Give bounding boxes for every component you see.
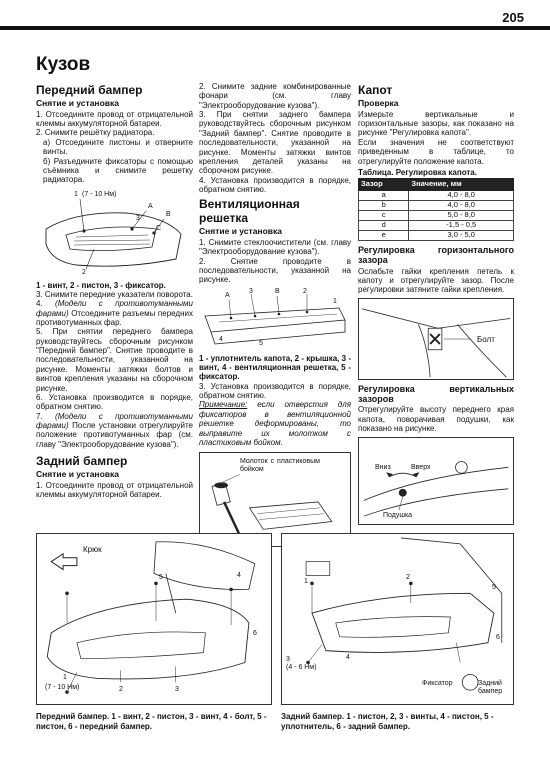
down-label: Вниз: [375, 463, 391, 471]
fig-label-b: B: [166, 210, 171, 218]
vent-label-3: 3: [249, 287, 253, 295]
hood-title: Капот: [358, 83, 393, 97]
grille-fig-caption: 1 - винт, 2 - пистон, 3 - фиксатор.: [36, 280, 166, 290]
table-cell: 5,0 - 8,0: [409, 211, 514, 221]
front-bumper-title: Передний бампер: [36, 83, 143, 97]
front-step-3: 3. Снимите передние указатели поворота.: [36, 289, 193, 299]
rear-step-1: 1. Отсоедините провод от отрицательной клеммы аккумуляторной батареи.: [36, 480, 193, 500]
table-header-gap: Зазор: [359, 179, 409, 191]
fig-label-3: 3: [136, 214, 140, 222]
hood-text-1: Измерьте вертикальные и горизонтальные зазоры, как показано на рисунке "Регулировка капота".: [358, 109, 514, 138]
fig-label-a: A: [148, 202, 153, 210]
hood-table-title: Таблица. Регулировка капота.: [358, 167, 477, 177]
fig-torque: (7 - 10 Нм): [82, 190, 117, 198]
fig-label-c: C: [156, 224, 162, 232]
front-step-1: 1. Отсоедините провод от отрицательной клеммы аккумуляторной батареи.: [36, 109, 193, 129]
horiz-gap-text: Ослабьте гайки крепления петель к капоту и отрегулируйте зазор. После регулировки затяните гайки крепления.: [358, 266, 514, 295]
front-sub-b: б) Разъедините фиксаторы с помощью съёмника и снимите решетку радиатора.: [43, 156, 193, 185]
fig-label-2: 2: [82, 268, 86, 276]
table-row: [359, 221, 514, 231]
rear-num-2: 2: [406, 574, 410, 581]
pad-figure: [358, 437, 514, 525]
front-num-2: 2: [119, 686, 123, 693]
vent-label-2: 2: [303, 287, 307, 295]
vent-label-a: A: [225, 291, 230, 299]
table-header-value: Значение, мм: [409, 179, 514, 191]
table-row: [359, 201, 514, 211]
front-bumper-assembly-figure: [36, 533, 272, 705]
front-num-5: 5: [159, 574, 163, 581]
front-sub-a: а) Отсоедините пистоны и отверните винты.: [43, 137, 193, 157]
front-bumper-assembly-caption: Передний бампер. 1 - винт, 2 - пистон, 3 - винт, 4 - болт, 5 - пистон, 6 - передний бампер.: [36, 712, 267, 731]
grille-step-2: 2. Снятие проводите в последовательности, указанной на рисунке.: [199, 256, 351, 285]
front-num-1: 1: [63, 674, 67, 681]
front-step-2: 2. Снимите решётку радиатора.: [36, 128, 155, 138]
rear-num-4: 4: [346, 654, 350, 661]
vert-gap-title: Регулировка вертикальных зазоров: [358, 383, 514, 405]
rear-bumper-assembly-caption: Задний бампер. 1 - пистон, 2, 3 - винты, 4 - пистон, 5 - уплотнитель, 6 - задний бампер.: [281, 712, 494, 731]
table-cell: 3,0 - 5,0: [409, 231, 514, 241]
vent-label-1: 1: [333, 297, 337, 305]
rear-torque: (4 - 6 Нм): [286, 664, 317, 671]
vent-label-5: 5: [259, 339, 263, 347]
left-column: [36, 82, 193, 500]
vert-gap-text: Отрегулируйте высоту переднего края капота, поворачивая подушки, как показано на рисунке.: [358, 405, 514, 434]
front-step-7-italic: (Модели с противотуманными фарами): [36, 411, 193, 430]
grille-note: [199, 400, 351, 447]
front-num-6: 6: [253, 630, 257, 637]
rear-bumper-subtitle: Снятие и установка: [36, 468, 119, 479]
table-cell: c: [359, 211, 409, 221]
horiz-gap-title: Регулировка горизонтального зазора: [358, 245, 514, 266]
fixator-label: Фиксатор: [422, 680, 453, 687]
table-row: [359, 211, 514, 221]
table-cell: e: [359, 231, 409, 241]
fig-label-1: 1: [74, 190, 78, 198]
up-label: Вверх: [411, 463, 431, 471]
front-step-7-rest: После установки отрегулируйте положение противотуманных фар (см. главу "Электрооборудование кузова").: [36, 421, 193, 449]
table-cell: 4,0 - 8,0: [409, 201, 514, 211]
front-step-4: 4. (Модели с противотуманными фарами) Отсоедините разъемы передних противотуманных фар.: [36, 299, 193, 328]
vent-fig-caption: 1 - уплотнитель капота, 2 - крышка, 3 - винт, 4 - вентиляционная решетка, 5 - фиксатор.: [199, 353, 351, 382]
radiator-grille-figure: [36, 189, 193, 279]
grille-title: Вентиляционная решетка: [199, 197, 300, 226]
front-torque: (7 - 10 Нм): [45, 684, 80, 691]
hook-label: Крюк: [83, 545, 102, 554]
table-cell: -1,5 - 0,5: [409, 221, 514, 231]
table-row: [359, 231, 514, 241]
rear-num-1: 1: [304, 578, 308, 585]
rear-num-5: 5: [492, 584, 496, 591]
grille-step-3: 3. Установка производится в порядке, обратном снятию.: [199, 381, 351, 401]
bolt-label: Болт: [477, 334, 495, 344]
rear-step-2: 2. Снимите задние комбинированные фонари (см. главу "Электрооборудование кузова").: [199, 82, 351, 110]
front-step-4-rest: Отсоедините разъемы передних противотуманных фар.: [36, 308, 193, 328]
note-text: если отверстия для фиксаторов в вентиляционной решетке деформированы, то выправите их молотком с пластиковым бойком.: [199, 400, 351, 447]
hood-subtitle: Проверка: [358, 97, 399, 108]
grille-subtitle: Снятие и установка: [199, 225, 282, 236]
rear-step-3: 3. При снятии заднего бампера руководствуйтесь сборочным рисунком "Задний бампер". Снятие проводите в последовательности, указанной на рисунке. Моменты затяжки винтов крепления деталей указаны на сборочном рисунке.: [199, 110, 351, 176]
rear-bumper-assembly-drawing: [282, 534, 513, 704]
front-step-7: 7. (Модели с противотуманными фарами) После установки отрегулируйте положение противотуманных фар (см. главу "Электрооборудование кузова").: [36, 411, 193, 449]
section-title: Кузов: [36, 54, 91, 75]
front-bumper-assembly-drawing: [37, 534, 271, 704]
front-step-4-italic: (Модели с противотуманными фарами): [36, 299, 193, 318]
grille-step-1: 1. Снимите стеклоочистители (см. главу "Электрооборудование кузова").: [199, 237, 351, 257]
hammer-label: Молоток с пластиковым бойком: [240, 458, 320, 473]
middle-column: [199, 82, 351, 547]
hood-text-2: Если значения не соответствуют приведенным в таблице, то отрегулируйте положение капота.: [358, 137, 514, 166]
radiator-grille-drawing: [36, 189, 193, 279]
table-cell: 4,0 - 8,0: [409, 191, 514, 201]
hood-gap-table: [358, 178, 514, 241]
vent-label-4: 4: [219, 335, 223, 343]
table-header-row: [359, 179, 514, 191]
front-step-5: 5. При снятии переднего бампера руководствуйтесь сборочным рисунком "Передний бампер". Снятие проводите в последовательности, указанной на рисунке. Моменты затяжки болтов и винтов крепления указаны на сборочном рисунке.: [36, 327, 193, 393]
pad-label: Подушка: [383, 511, 413, 519]
front-num-4: 4: [237, 572, 241, 579]
note-label: Примечание:: [199, 400, 248, 410]
vent-label-b: B: [275, 287, 280, 295]
table-cell: b: [359, 201, 409, 211]
table-cell: d: [359, 221, 409, 231]
rear-num-6: 6: [496, 634, 500, 641]
header-rule: [0, 26, 550, 30]
hinge-bolt-figure: [358, 298, 514, 380]
rear-step-4: 4. Установка производится в порядке, обратном снятию.: [199, 175, 351, 194]
right-column: [358, 82, 514, 525]
front-bumper-subtitle: Снятие и установка: [36, 97, 119, 108]
front-step-6: 6. Установка производится в порядке, обратном снятию.: [36, 392, 193, 412]
table-row: [359, 191, 514, 201]
page-number: 205: [502, 10, 524, 25]
front-num-3: 3: [175, 686, 179, 693]
table-cell: a: [359, 191, 409, 201]
rear-num-3: 3: [286, 656, 290, 663]
vent-grille-figure: [199, 288, 351, 352]
rear-bumper-label: Задний бампер: [478, 680, 503, 695]
rear-bumper-title: Задний бампер: [36, 454, 128, 469]
rear-bumper-assembly-figure: [281, 533, 514, 705]
